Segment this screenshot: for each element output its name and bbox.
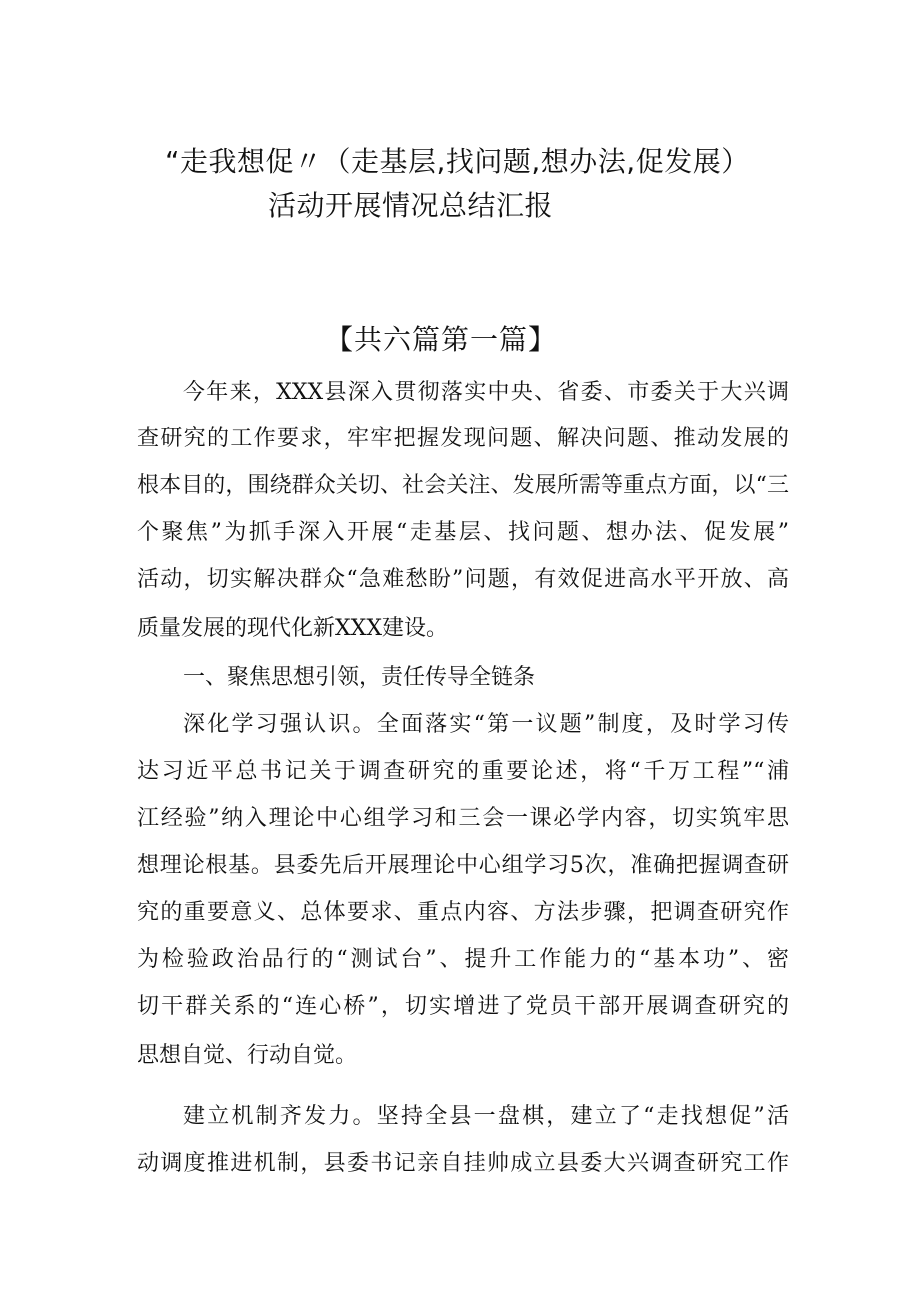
paragraph-line: 根本目的，围绕群众关切、社会关注、发展所需等重点方面，以“三 xyxy=(137,473,789,498)
paragraph-line: 究的重要意义、总体要求、重点内容、方法步骤，把调查研究作 xyxy=(137,900,789,925)
section-heading: 一、聚焦思想引领，责任传导全链条 xyxy=(183,665,536,690)
paragraph-line: 查研究的工作要求，牢牢把握发现问题、解决问题、推动发展的 xyxy=(137,426,789,451)
paragraph-line: 建立机制齐发力。坚持全县一盘棋，建立了“走找想促”活 xyxy=(183,1104,789,1129)
document-title-line-1: “走我想促〃（走基层,找问题,想办法,促发展） xyxy=(165,145,750,178)
paragraph-line: 想理论根基。县委先后开展理论中心组学习5次，准确把握调查研 xyxy=(137,853,789,878)
paragraph-line: 达习近平总书记关于调查研究的重要论述，将“千万工程”“浦 xyxy=(137,759,789,784)
section-title: 【共六篇第一篇】 xyxy=(325,323,558,356)
paragraph-line: 深化学习强认识。全面落实“第一议题”制度，及时学习传 xyxy=(183,712,789,737)
paragraph-line: 江经验”纳入理论中心组学习和三会一课必学内容，切实筑牢思 xyxy=(137,806,789,831)
paragraph-line: 思想自觉、行动自觉。 xyxy=(137,1043,358,1068)
paragraph-line: 动调度推进机制，县委书记亲自挂帅成立县委大兴调查研究工作 xyxy=(137,1151,789,1176)
paragraph-line: 质量发展的现代化新XXX建设。 xyxy=(137,616,448,641)
paragraph-line: 今年来，XXX县深入贯彻落实中央、省委、市委关于大兴调 xyxy=(183,380,789,405)
paragraph-line: 个聚焦”为抓手深入开展“走基层、找问题、想办法、促发展” xyxy=(137,520,789,545)
paragraph-line: 切干群关系的“连心桥”，切实增进了党员干部开展调查研究的 xyxy=(137,994,789,1019)
document-title-line-2: 活动开展情况总结汇报 xyxy=(268,189,554,222)
paragraph-line: 活动，切实解决群众“急难愁盼”问题，有效促进高水平开放、高 xyxy=(137,567,789,592)
paragraph-line: 为检验政治品行的“测试台”、提升工作能力的“基本功”、密 xyxy=(137,947,789,972)
